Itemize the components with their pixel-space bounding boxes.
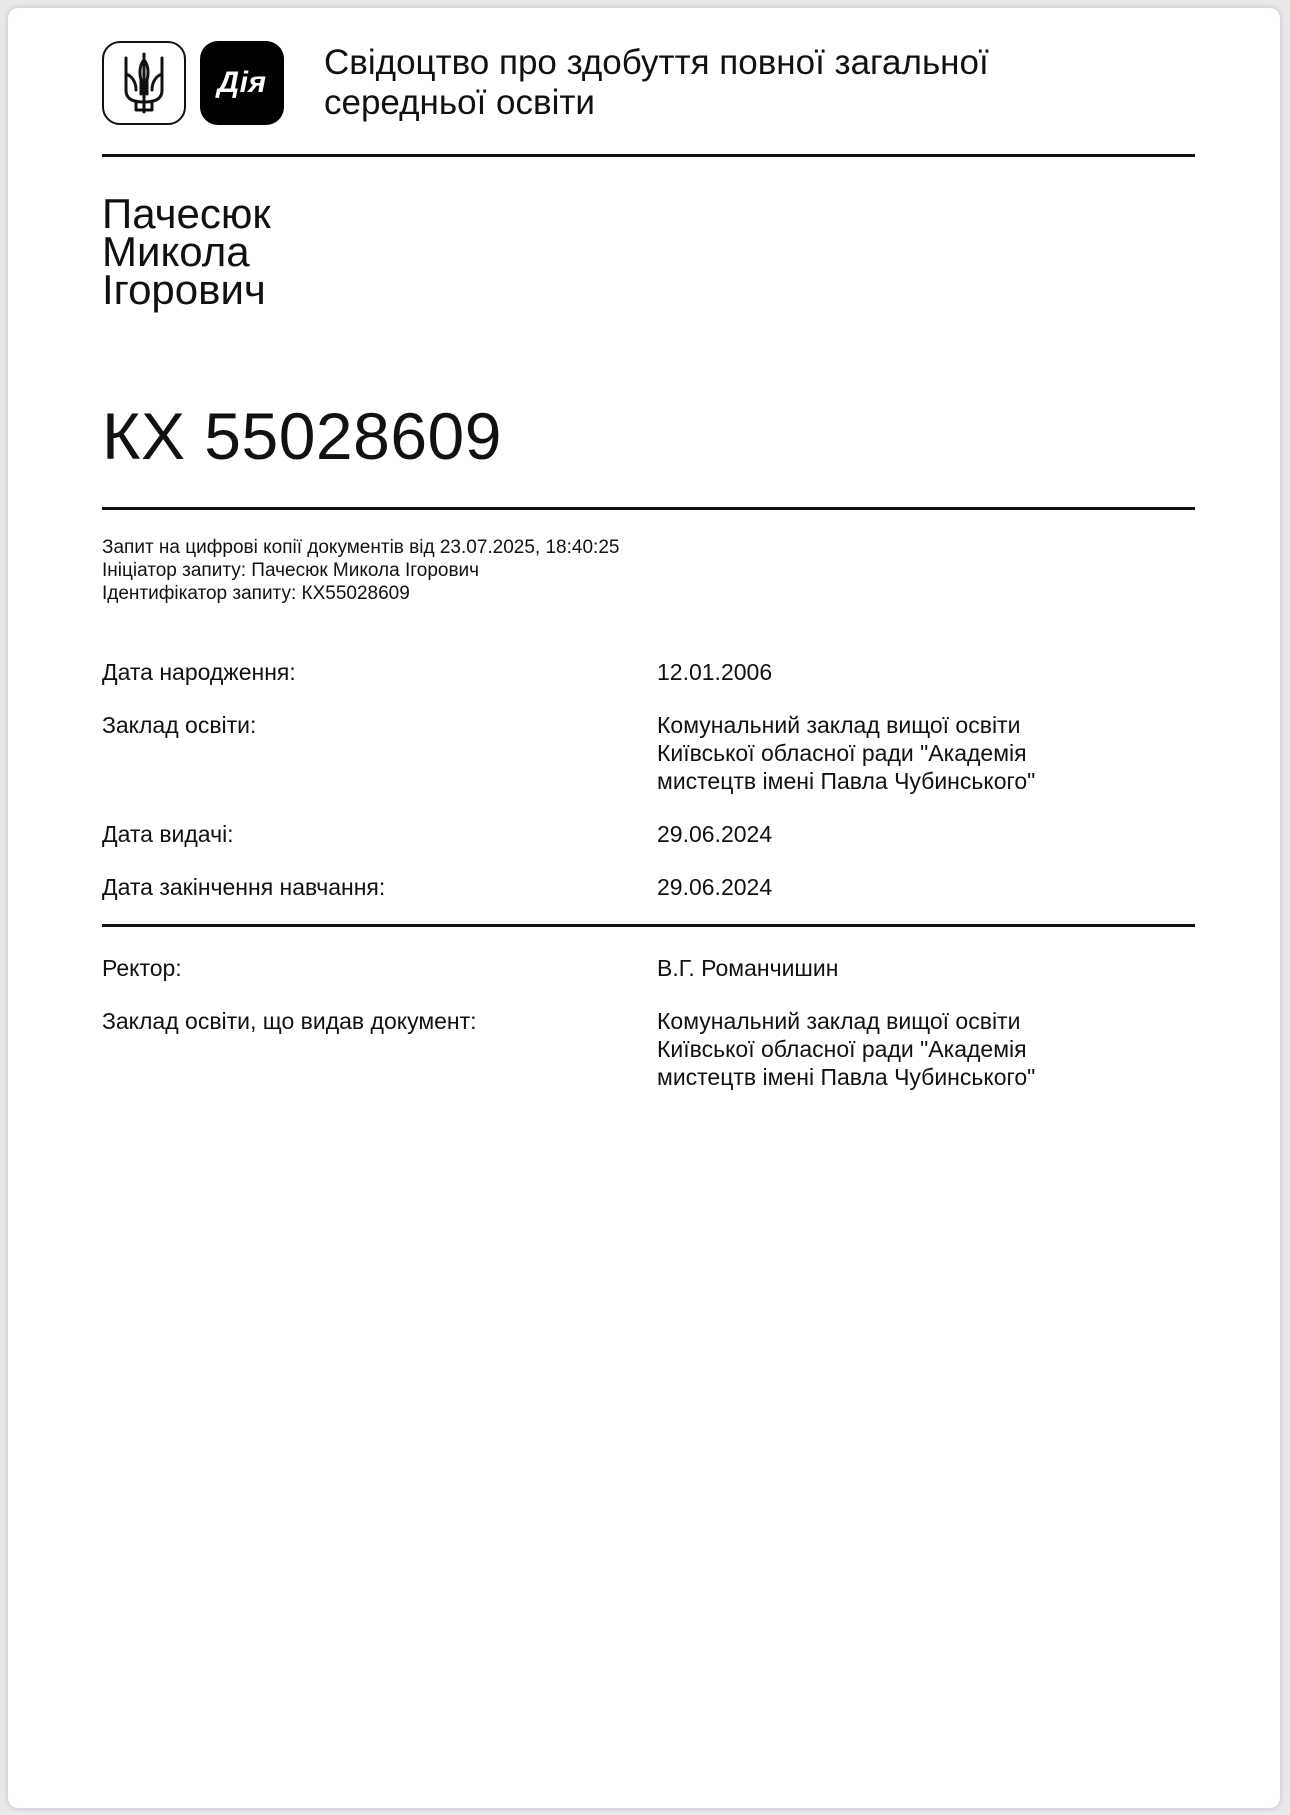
- request-initiator: Ініціатор запиту: Пачесюк Микола Ігорович: [102, 560, 480, 581]
- issuer-value-line: Комунальний заклад вищої освіти: [657, 1008, 1021, 1034]
- divider: [102, 924, 1195, 927]
- detail-value: [657, 658, 1157, 686]
- trident-icon-svg: [120, 50, 168, 116]
- detail-value-line: 29.06.2024: [657, 821, 773, 847]
- detail-value: [657, 820, 1157, 848]
- issuer-value-line: мистецтв імені Павла Чубинського": [657, 1064, 1036, 1090]
- divider: [102, 507, 1195, 510]
- issuer-row-rector: [102, 954, 1195, 982]
- document-content: [102, 38, 1195, 1091]
- detail-value-line: мистецтв імені Павла Чубинського": [657, 768, 1036, 794]
- trident-icon: [102, 41, 186, 125]
- issuer-row-institution: [102, 1007, 1195, 1091]
- issuer-value-line: В.Г. Романчишин: [657, 955, 839, 981]
- detail-row-issue-date: [102, 820, 1195, 848]
- issuer-label: Ректор:: [102, 955, 182, 981]
- issuer-section: [102, 954, 1195, 1091]
- detail-value-line: 29.06.2024: [657, 874, 773, 900]
- detail-value-line: Київської обласної ради "Академія: [657, 740, 1027, 766]
- detail-label: Заклад освіти:: [102, 712, 257, 738]
- document-header: [102, 38, 1195, 128]
- details-section: [102, 658, 1195, 901]
- dia-logo-text: Дія: [217, 66, 267, 99]
- issuer-label: Заклад освіти, що видав документ:: [102, 1008, 477, 1034]
- detail-row-graduation-date: [102, 873, 1195, 901]
- issuer-value: [657, 1007, 1157, 1091]
- detail-label: Дата видачі:: [102, 821, 234, 847]
- detail-label: Дата народження:: [102, 659, 296, 685]
- divider: [102, 154, 1195, 157]
- holder-patronymic: Ігорович: [102, 266, 266, 313]
- document-page: [8, 8, 1280, 1808]
- detail-row-birth-date: [102, 658, 1195, 686]
- detail-label: Дата закінчення навчання:: [102, 874, 386, 900]
- detail-row-institution: [102, 711, 1195, 795]
- document-title: [324, 43, 1084, 123]
- detail-value: [657, 711, 1157, 795]
- dia-logo: [200, 41, 284, 125]
- request-date: Запит на цифрові копії документів від 23.07.2025, 18:40:25: [102, 537, 620, 558]
- holder-name: [102, 190, 1195, 313]
- document-number: КХ 55028609: [102, 399, 502, 473]
- issuer-value: [657, 954, 1157, 982]
- detail-value: [657, 873, 1157, 901]
- request-id: Ідентифікатор запиту: КХ55028609: [102, 583, 410, 604]
- detail-value-line: Комунальний заклад вищої освіти: [657, 712, 1021, 738]
- detail-value-line: 12.01.2006: [657, 659, 773, 685]
- holder-surname: Пачесюк: [102, 190, 271, 237]
- document-title-line1: Свідоцтво про здобуття повної загальної: [324, 43, 989, 82]
- holder-first-name: Микола: [102, 228, 250, 275]
- issuer-value-line: Київської обласної ради "Академія: [657, 1036, 1027, 1062]
- request-info: [102, 536, 1195, 605]
- document-title-line2: середньої освіти: [324, 83, 595, 122]
